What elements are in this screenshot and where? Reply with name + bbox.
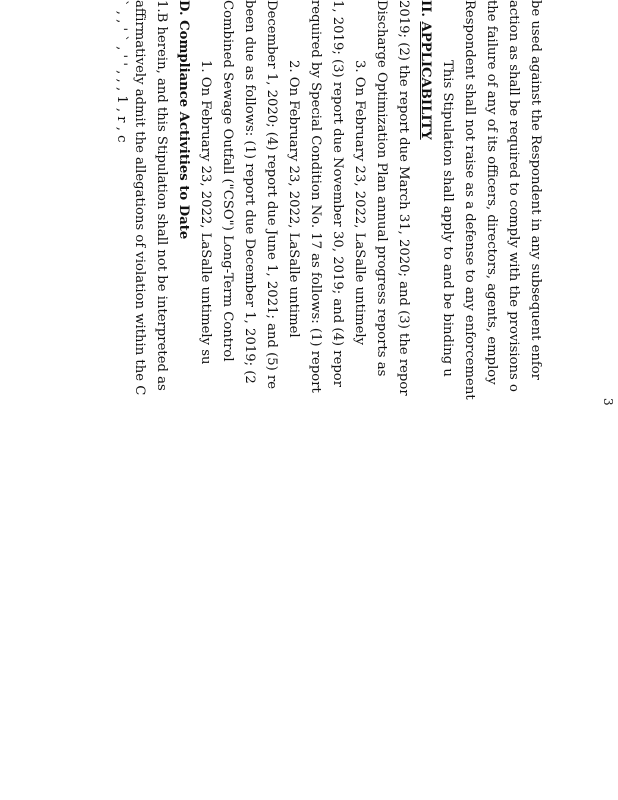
text-line-13: 2019; (2) the report due March 31, 2020; and (3) the repor [396, 0, 411, 396]
text-line-5: Combined Sewage Outfall ("CSO") Long-Term Control [220, 0, 235, 362]
text-line-19: be used against the Respondent in any subsequent enfor [528, 0, 543, 380]
section-heading-applicability: II. APPLICABILITY [418, 0, 433, 140]
text-line-1: affirmatively admit the allegations of violation within the C [132, 0, 147, 396]
text-line-6: been due as follows: (1) report due December 1, 2019; (2 [242, 0, 257, 384]
text-line-15: This Stipulation shall apply to and be binding u [440, 60, 455, 377]
text-line-12: Discharge Optimization Plan annual progress reports as [374, 0, 389, 377]
applicability-title: APPLICABILITY [418, 21, 433, 140]
text-line-9: required by Special Condition No. 17 as follows: (1) report [308, 0, 323, 393]
text-line-18: action as shall be required to comply with the provisions o [506, 0, 521, 392]
text-line-8: 2. On February 23, 2022, LaSalle untimel [286, 60, 301, 338]
text-line-17: the failure of any of its officers, directors, agents, employ [484, 0, 499, 385]
text-line-7: December 1, 2020; (4) report due June 1, 2021; and (5) re [264, 0, 279, 390]
rotated-page-content [110, 0, 618, 800]
top-edge-marks: ` , , ' ` , ' ' , , , 1 , r , c [114, 0, 129, 143]
page-number: 3 [601, 398, 615, 406]
section-heading-d: D. Compliance Activities to Date [176, 0, 191, 240]
text-line-11: 3. On February 23, 2022, LaSalle untimely [352, 60, 367, 346]
text-line-10: 1, 2019; (3) report due November 30, 2019; and (4) repor [330, 0, 345, 388]
text-line-16: Respondent shall not raise as a defense to any enforcement [462, 0, 477, 400]
text-line-4: 1. On February 23, 2022, LaSalle untimely su [198, 60, 213, 365]
text-line-2: 1.B herein, and this Stipulation shall not be interpreted as [154, 0, 169, 391]
